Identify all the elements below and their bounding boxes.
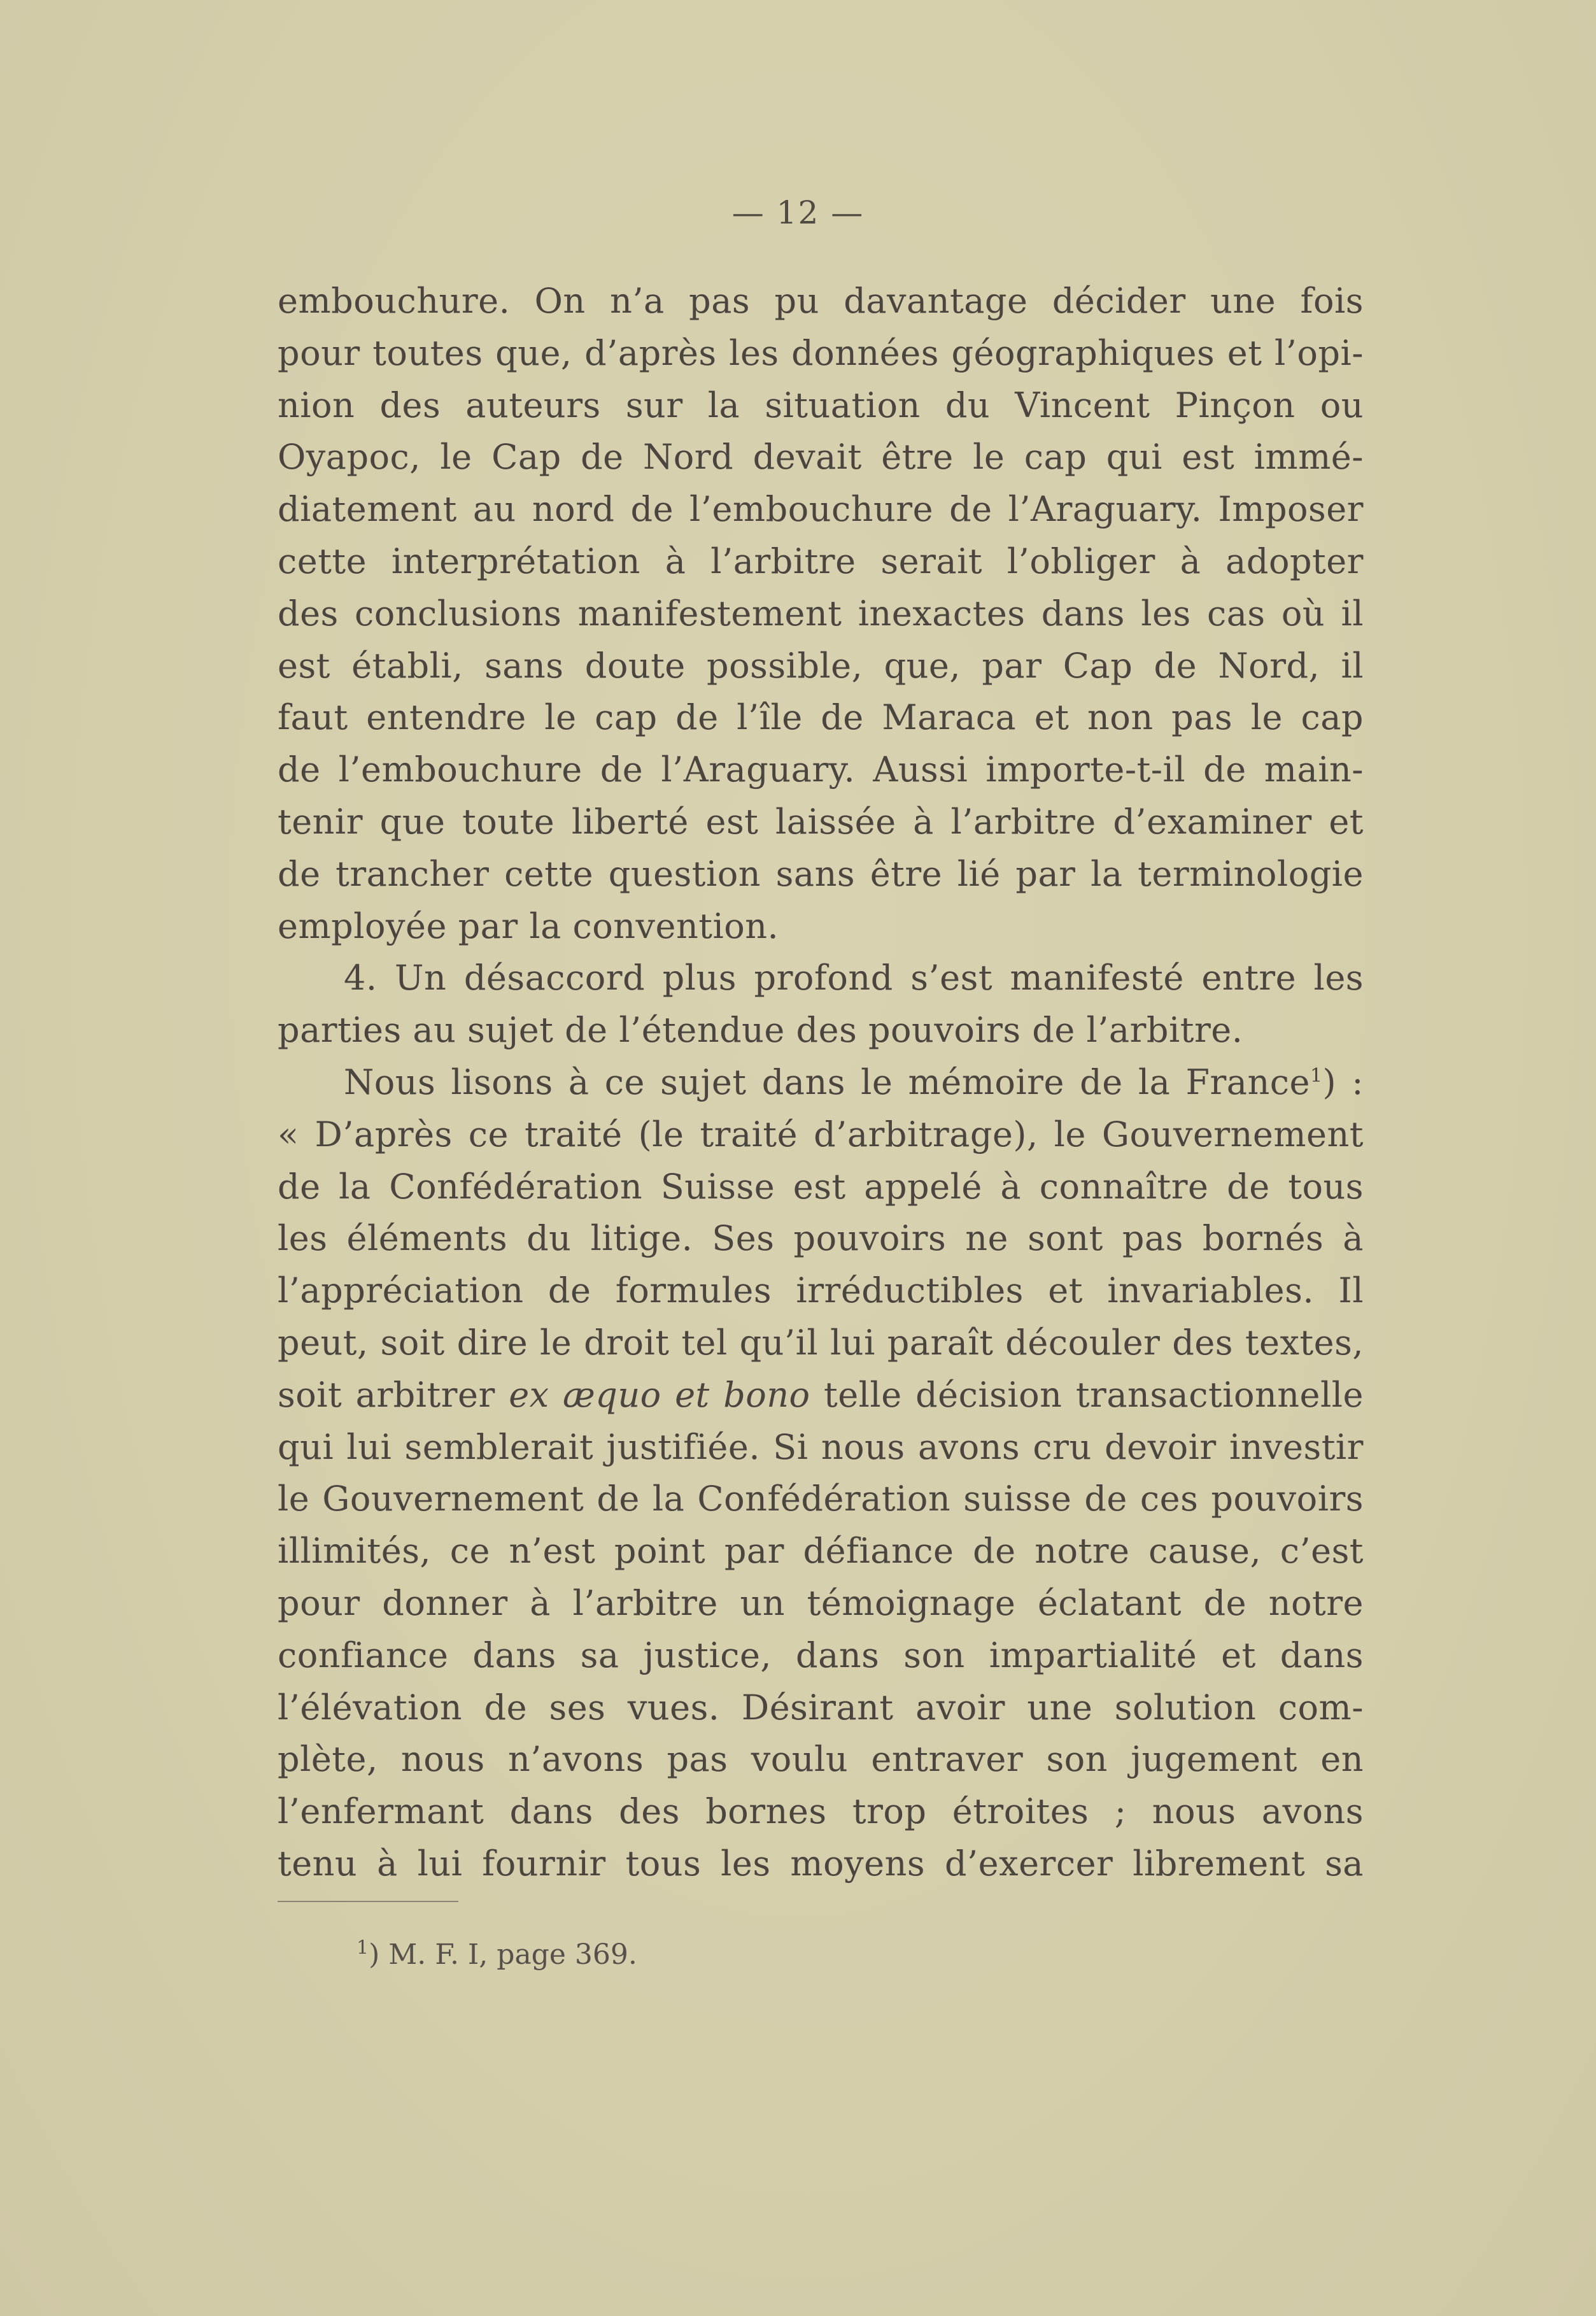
text-line: de l’embouchure de l’Araguary. Aussi importe-t-il de main-: [278, 750, 1364, 790]
footnote-marker: 1: [357, 1936, 369, 1959]
text-line: des conclusions manifestement inexactes dans les cas où il: [278, 593, 1364, 634]
text-line: illimités, ce n’est point par défiance de notre cause, c’est: [278, 1531, 1364, 1572]
text-line: diatement au nord de l’embouchure de l’Araguary. Imposer: [278, 489, 1364, 530]
text-line: confiance dans sa justice, dans son impartialité et dans: [278, 1635, 1364, 1675]
footnote-text: ) M. F. I, page 369.: [369, 1938, 637, 1971]
text-segment: soit arbitrer: [278, 1374, 495, 1415]
text-line-with-footnote-ref: [278, 1056, 1364, 1109]
text-line: nion des auteurs sur la situation du Vincent Pinçon ou: [278, 385, 1364, 425]
text-line: employée par la convention.: [278, 906, 779, 946]
italic-phrase: ex æquo et bono: [509, 1374, 810, 1415]
text-line: 4. Un désaccord plus profond s’est manifesté entre les: [344, 958, 1364, 998]
footnote-divider: [278, 1901, 458, 1902]
text-line-with-italic: [278, 1369, 1364, 1421]
text-segment: Nous lisons à ce sujet dans le mémoire de la France: [344, 1062, 1310, 1102]
text-line: peut, soit dire le droit tel qu’il lui paraît découler des textes,: [278, 1322, 1364, 1363]
text-segment: telle décision transactionnelle: [824, 1374, 1364, 1415]
text-line: cette interprétation à l’arbitre serait l’obliger à adopter: [278, 541, 1364, 581]
text-line: faut entendre le cap de l’île de Maraca et non pas le cap: [278, 697, 1364, 738]
text-line: le Gouvernement de la Confédération suisse de ces pouvoirs: [278, 1479, 1364, 1519]
text-line: les éléments du litige. Ses pouvoirs ne sont pas bornés à: [278, 1218, 1364, 1259]
text-line: qui lui semblerait justifiée. Si nous avons cru devoir investir: [278, 1426, 1364, 1467]
text-line: pour donner à l’arbitre un témoignage éclatant de notre: [278, 1582, 1364, 1623]
text-line: de la Confédération Suisse est appelé à connaître de tous: [278, 1166, 1364, 1207]
footnote-reference[interactable]: 1: [1310, 1064, 1323, 1087]
footnote: [357, 1938, 637, 1971]
text-line: plète, nous n’avons pas voulu entraver son jugement en: [278, 1739, 1364, 1780]
text-segment: ) :: [1322, 1062, 1364, 1102]
text-line: « D’après ce traité (le traité d’arbitrage), le Gouvernement: [278, 1114, 1364, 1154]
text-line: embouchure. On n’a pas pu davantage décider une fois: [278, 281, 1364, 321]
text-line: Oyapoc, le Cap de Nord devait être le cap qui est immé-: [278, 437, 1364, 478]
text-line: de trancher cette question sans être lié par la terminologie: [278, 853, 1364, 894]
text-line: tenir que toute liberté est laissée à l’arbitre d’examiner et: [278, 801, 1364, 842]
body-text: [278, 275, 1364, 1890]
text-line: l’appréciation de formules irréductibles et invariables. Il: [278, 1270, 1364, 1311]
text-line: l’élévation de ses vues. Désirant avoir une solution com-: [278, 1687, 1364, 1728]
text-line: parties au sujet de l’étendue des pouvoirs de l’arbitre.: [278, 1010, 1243, 1051]
text-line: l’enfermant dans des bornes trop étroites ; nous avons: [278, 1791, 1364, 1832]
text-line: pour toutes que, d’après les données géographiques et l’opi-: [278, 332, 1364, 373]
page-number-header: — 12 —: [731, 194, 865, 231]
text-line: est établi, sans doute possible, que, par Cap de Nord, il: [278, 645, 1364, 686]
text-line: tenu à lui fournir tous les moyens d’exercer librement sa: [278, 1843, 1364, 1884]
